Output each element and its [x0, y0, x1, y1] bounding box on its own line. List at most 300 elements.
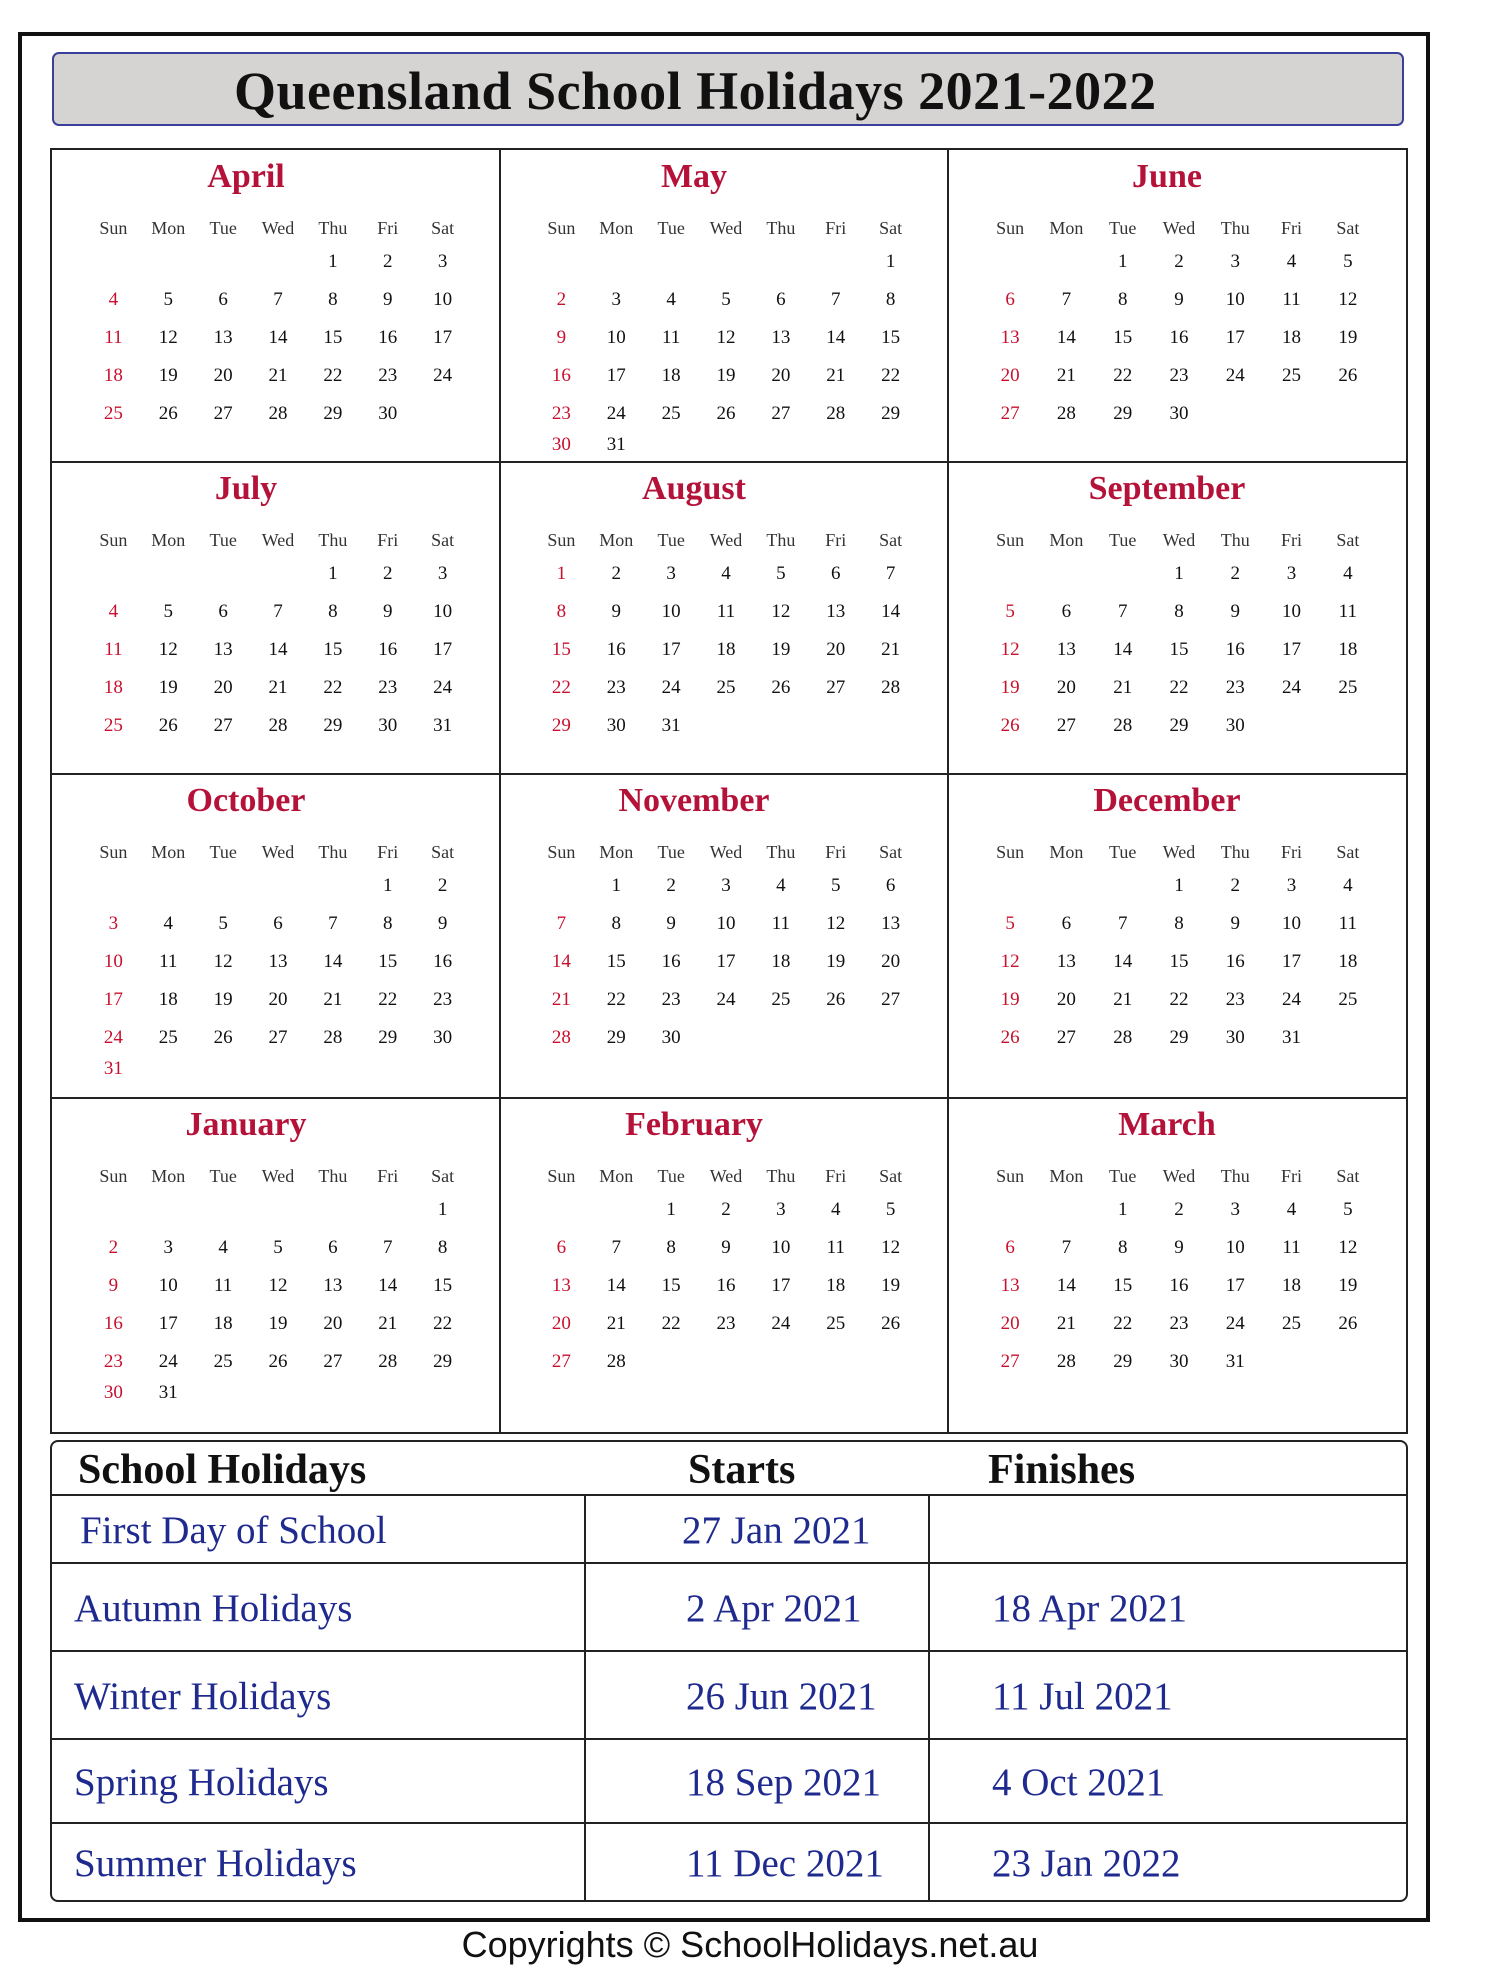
day-cell: 21: [1056, 1313, 1076, 1334]
day-cell: 28: [1113, 1027, 1133, 1048]
day-cell: 13: [213, 639, 233, 660]
day-cell: 13: [551, 1275, 571, 1296]
day-cell: 17: [1282, 951, 1302, 972]
day-cell: 3: [776, 1199, 786, 1220]
day-cell: 18: [716, 639, 736, 660]
day-cell: 28: [826, 403, 846, 424]
weekday-label: Tue: [657, 218, 685, 238]
month-days-grid: [500, 842, 948, 1057]
holiday-row: [52, 1738, 1406, 1824]
day-cell: 20: [771, 365, 791, 386]
day-cell: 4: [776, 875, 786, 896]
day-cell: 30: [606, 715, 626, 736]
day-cell: 18: [661, 365, 681, 386]
weekday-label: Mon: [599, 530, 634, 550]
weekday-label: Sun: [99, 842, 128, 862]
day-cell: 26: [268, 1351, 288, 1372]
day-cell: 9: [666, 913, 676, 934]
day-cell: 19: [213, 989, 233, 1010]
day-cell: 14: [1113, 639, 1133, 660]
weekday-label: Tue: [1109, 530, 1137, 550]
grid-divider: [52, 1097, 1406, 1099]
day-cell: 25: [1282, 1313, 1302, 1334]
day-cell: 16: [103, 1313, 123, 1334]
day-cell: 30: [661, 1027, 681, 1048]
month-title: September: [1088, 470, 1246, 507]
day-cell: 27: [881, 989, 901, 1010]
day-cell: 28: [1056, 403, 1076, 424]
weekday-header: [52, 218, 500, 239]
week-row: [500, 669, 948, 707]
day-cell: 8: [885, 289, 896, 310]
day-cell: 11: [1338, 913, 1357, 934]
table-divider: [584, 1494, 586, 1900]
weekday-label: Sun: [99, 530, 128, 550]
weekday-label: Sat: [431, 218, 455, 238]
day-cell: 19: [826, 951, 846, 972]
day-cell: 5: [830, 875, 841, 896]
day-cell: 7: [273, 601, 283, 622]
day-cell: 20: [826, 639, 846, 660]
weekday-label: Sat: [1336, 530, 1360, 550]
holiday-name-cell: Winter Holidays: [74, 1674, 332, 1718]
day-cell: 19: [1338, 1275, 1358, 1296]
day-cell: 16: [551, 365, 571, 386]
month-title: January: [185, 1106, 307, 1143]
day-cell: 20: [551, 1313, 571, 1334]
day-cell: 1: [556, 563, 567, 584]
grid-divider: [499, 150, 501, 1432]
day-cell: 27: [213, 715, 233, 736]
month-title: June: [1132, 158, 1202, 195]
weekday-header: [948, 842, 1406, 863]
weekday-label: Mon: [151, 218, 186, 238]
day-cell: 7: [1117, 913, 1128, 934]
day-cell: 2: [1174, 1199, 1184, 1220]
weekday-label: Fri: [1281, 530, 1303, 550]
day-cell: 2: [382, 251, 393, 272]
week-row: [52, 905, 500, 943]
weekday-label: Wed: [1162, 842, 1196, 862]
week-row: [500, 1191, 948, 1229]
month-december: [948, 774, 1406, 1098]
day-cell: 5: [1343, 251, 1353, 272]
day-cell: 1: [611, 875, 622, 896]
day-cell: 28: [606, 1351, 626, 1372]
day-cell: 23: [716, 1313, 736, 1334]
day-cell: 22: [1169, 989, 1189, 1010]
day-cell: 23: [103, 1351, 123, 1372]
day-cell: 29: [606, 1027, 626, 1048]
week-row: [500, 593, 948, 631]
day-cell: 12: [1000, 951, 1020, 972]
weekday-label: Sat: [879, 842, 903, 862]
day-cell: 4: [1286, 251, 1297, 272]
weekday-label: Mon: [151, 530, 186, 550]
day-cell: 2: [721, 1199, 731, 1220]
month-title: October: [186, 782, 306, 819]
week-row: [52, 1229, 500, 1267]
day-cell: 2: [666, 875, 676, 896]
day-cell: 27: [1000, 1351, 1020, 1372]
day-cell: 24: [606, 403, 626, 424]
day-cell: 15: [1169, 639, 1189, 660]
day-cell: 19: [268, 1313, 288, 1334]
day-cell: 8: [666, 1237, 676, 1258]
day-cell: 6: [830, 563, 841, 584]
day-cell: 30: [378, 403, 398, 424]
day-cell: 16: [661, 951, 681, 972]
day-cell: 1: [1117, 1199, 1128, 1220]
day-cell: 1: [1174, 875, 1184, 896]
day-cell: 11: [716, 601, 736, 622]
day-cell: 22: [661, 1313, 681, 1334]
day-cell: 30: [1169, 1351, 1189, 1372]
week-row: [948, 1191, 1406, 1229]
week-row: [52, 1019, 500, 1057]
day-cell: 20: [213, 365, 233, 386]
holiday-starts-cell: 27 Jan 2021: [682, 1508, 871, 1552]
day-cell: 2: [382, 563, 393, 584]
day-cell: 8: [1174, 601, 1184, 622]
day-cell: 12: [213, 951, 233, 972]
day-cell: 14: [378, 1275, 398, 1296]
day-cell: 26: [881, 1313, 901, 1334]
day-cell: 11: [1282, 289, 1301, 310]
day-cell: 8: [611, 913, 622, 934]
day-cell: 11: [214, 1275, 233, 1296]
day-cell: 16: [716, 1275, 736, 1296]
day-cell: 25: [103, 403, 123, 424]
day-cell: 11: [771, 913, 791, 934]
day-cell: 20: [1000, 1313, 1020, 1334]
weekday-label: Fri: [825, 1166, 847, 1186]
day-cell: 2: [1230, 875, 1241, 896]
week-row: [948, 357, 1406, 395]
weekday-label: Wed: [261, 530, 295, 550]
day-cell: 24: [103, 1027, 123, 1048]
day-cell: 5: [885, 1199, 896, 1220]
day-cell: 29: [323, 403, 343, 424]
week-row: [52, 281, 500, 319]
day-cell: 10: [433, 289, 453, 310]
month-title: December: [1093, 782, 1241, 819]
month-february: [500, 1098, 948, 1432]
day-cell: 29: [551, 715, 571, 736]
day-cell: 3: [1286, 563, 1297, 584]
day-cell: 26: [771, 677, 791, 698]
month-days-grid: [948, 1166, 1406, 1381]
day-cell: 4: [163, 913, 174, 934]
day-cell: 27: [1056, 715, 1076, 736]
day-cell: 3: [163, 1237, 174, 1258]
day-cell: 30: [433, 1027, 453, 1048]
day-cell: 4: [218, 1237, 228, 1258]
day-cell: 5: [163, 601, 174, 622]
day-cell: 7: [1061, 1237, 1072, 1258]
weekday-label: Thu: [1220, 842, 1250, 862]
day-cell: 9: [1230, 913, 1241, 934]
month-days-grid: [500, 530, 948, 745]
day-cell: 3: [1230, 1199, 1241, 1220]
day-cell: 1: [1117, 251, 1128, 272]
holiday-row: [52, 1562, 1406, 1652]
day-cell: 23: [551, 403, 571, 424]
day-cell: 25: [1338, 989, 1358, 1010]
day-cell: 20: [1056, 989, 1076, 1010]
day-cell: 22: [881, 365, 901, 386]
day-cell: 27: [268, 1027, 288, 1048]
month-days-grid: [500, 218, 948, 457]
day-cell: 27: [826, 677, 846, 698]
day-cell: 10: [606, 327, 626, 348]
month-november: [500, 774, 948, 1098]
day-cell: 6: [885, 875, 896, 896]
day-cell: 17: [433, 327, 453, 348]
day-cell: 6: [1005, 1237, 1015, 1258]
weekday-label: Wed: [1162, 218, 1196, 238]
day-cell: 6: [776, 289, 786, 310]
month-days-grid: [948, 842, 1406, 1057]
week-row: [52, 357, 500, 395]
weekday-label: Wed: [1162, 530, 1196, 550]
day-cell: 23: [433, 989, 453, 1010]
weekday-label: Tue: [209, 530, 237, 550]
day-cell: 30: [1225, 715, 1245, 736]
header-finishes: Finishes: [988, 1447, 1136, 1493]
weekday-label: Tue: [1109, 218, 1137, 238]
weekday-header: [500, 530, 948, 551]
weekday-label: Sat: [431, 842, 455, 862]
day-cell: 9: [556, 327, 567, 348]
day-cell: 18: [103, 365, 123, 386]
week-row: [948, 867, 1406, 905]
day-cell: 24: [1282, 989, 1302, 1010]
day-cell: 24: [1225, 365, 1245, 386]
day-cell: 1: [382, 875, 393, 896]
weekday-label: Tue: [1109, 1166, 1137, 1186]
weekday-label: Wed: [709, 842, 743, 862]
weekday-header: [52, 842, 500, 863]
day-cell: 27: [771, 403, 791, 424]
day-cell: 1: [437, 1199, 448, 1220]
day-cell: 6: [1005, 289, 1015, 310]
month-days-grid: [52, 1166, 500, 1405]
day-cell: 22: [378, 989, 398, 1010]
day-cell: 17: [103, 989, 123, 1010]
day-cell: 10: [1282, 913, 1302, 934]
week-row: [52, 1305, 500, 1343]
day-cell: 9: [382, 289, 393, 310]
day-cell: 26: [158, 403, 178, 424]
day-cell: 7: [885, 563, 896, 584]
weekday-label: Sun: [547, 530, 576, 550]
day-cell: 27: [551, 1351, 571, 1372]
month-june: [948, 150, 1406, 462]
week-row: [52, 631, 500, 669]
day-cell: 16: [1225, 951, 1245, 972]
week-row: [52, 943, 500, 981]
weekday-label: Fri: [1281, 218, 1303, 238]
weekday-label: Sat: [1336, 218, 1360, 238]
day-cell: 22: [551, 677, 571, 698]
day-cell: 22: [1169, 677, 1189, 698]
weekday-label: Thu: [766, 842, 796, 862]
day-cell: 24: [433, 677, 453, 698]
weekday-label: Tue: [209, 218, 237, 238]
day-cell: 23: [1169, 1313, 1189, 1334]
day-cell: 30: [1225, 1027, 1245, 1048]
week-row: [500, 357, 948, 395]
weekday-label: Sat: [1336, 1166, 1360, 1186]
day-cell: 8: [382, 913, 393, 934]
day-cell: 25: [826, 1313, 846, 1334]
month-september: [948, 462, 1406, 774]
day-cell: 7: [556, 913, 567, 934]
holiday-finishes-cell: 11 Jul 2021: [992, 1674, 1173, 1718]
day-cell: 14: [268, 327, 288, 348]
day-cell: 6: [328, 1237, 338, 1258]
day-cell: 3: [437, 251, 448, 272]
weekday-label: Sun: [547, 842, 576, 862]
day-cell: 30: [551, 434, 571, 455]
day-cell: 9: [382, 601, 393, 622]
week-row: [500, 281, 948, 319]
day-cell: 24: [1282, 677, 1302, 698]
day-cell: 10: [1225, 1237, 1245, 1258]
day-cell: 10: [1225, 289, 1245, 310]
day-cell: 29: [433, 1351, 453, 1372]
month-title: August: [642, 470, 746, 507]
weekday-label: Wed: [261, 842, 295, 862]
week-row: [948, 1343, 1406, 1381]
day-cell: 30: [378, 715, 398, 736]
day-cell: 13: [213, 327, 233, 348]
day-cell: 14: [606, 1275, 626, 1296]
day-cell: 9: [108, 1275, 119, 1296]
day-cell: 12: [158, 639, 178, 660]
week-row: [52, 555, 500, 593]
day-cell: 12: [1000, 639, 1020, 660]
day-cell: 9: [437, 913, 448, 934]
week-row: [52, 1057, 500, 1081]
day-cell: 21: [551, 989, 571, 1010]
day-cell: 20: [1056, 677, 1076, 698]
day-cell: 22: [433, 1313, 453, 1334]
day-cell: 19: [158, 365, 178, 386]
day-cell: 5: [721, 289, 731, 310]
day-cell: 3: [437, 563, 448, 584]
week-row: [500, 867, 948, 905]
day-cell: 21: [606, 1313, 626, 1334]
week-row: [948, 593, 1406, 631]
week-row: [948, 707, 1406, 745]
day-cell: 24: [771, 1313, 791, 1334]
holiday-finishes-cell: 18 Apr 2021: [992, 1586, 1187, 1630]
weekday-label: Wed: [709, 530, 743, 550]
weekday-label: Mon: [1049, 218, 1084, 238]
day-cell: 23: [378, 365, 398, 386]
day-cell: 15: [661, 1275, 681, 1296]
day-cell: 23: [1169, 365, 1189, 386]
day-cell: 10: [661, 601, 681, 622]
day-cell: 3: [721, 875, 731, 896]
holiday-finishes-cell: 23 Jan 2022: [992, 1841, 1181, 1885]
day-cell: 19: [158, 677, 178, 698]
weekday-label: Thu: [1220, 1166, 1250, 1186]
week-row: [948, 981, 1406, 1019]
weekday-header: [52, 530, 500, 551]
day-cell: 17: [1225, 327, 1245, 348]
day-cell: 22: [1113, 365, 1133, 386]
month-days-grid: [948, 218, 1406, 433]
grid-divider: [52, 773, 1406, 775]
day-cell: 16: [378, 327, 398, 348]
day-cell: 7: [328, 913, 338, 934]
day-cell: 16: [1169, 1275, 1189, 1296]
day-cell: 17: [1225, 1275, 1245, 1296]
day-cell: 24: [1225, 1313, 1245, 1334]
weekday-label: Mon: [1049, 530, 1084, 550]
day-cell: 26: [716, 403, 736, 424]
day-cell: 10: [433, 601, 453, 622]
holiday-name-cell: Autumn Holidays: [74, 1586, 353, 1630]
day-cell: 14: [268, 639, 288, 660]
day-cell: 18: [103, 677, 123, 698]
weekday-header: [500, 1166, 948, 1187]
day-cell: 29: [1113, 403, 1133, 424]
day-cell: 15: [323, 639, 343, 660]
day-cell: 29: [1169, 1027, 1189, 1048]
weekday-header: [948, 218, 1406, 239]
day-cell: 20: [268, 989, 288, 1010]
weekday-label: Mon: [599, 1166, 634, 1186]
day-cell: 15: [551, 639, 571, 660]
day-cell: 23: [661, 989, 681, 1010]
week-row: [52, 395, 500, 433]
day-cell: 18: [1338, 639, 1358, 660]
weekday-label: Sun: [996, 218, 1025, 238]
weekday-label: Sun: [996, 1166, 1025, 1186]
day-cell: 20: [881, 951, 901, 972]
day-cell: 8: [328, 289, 338, 310]
holiday-table: [50, 1440, 1408, 1902]
weekday-label: Fri: [1281, 842, 1303, 862]
weekday-label: Sat: [879, 1166, 903, 1186]
day-cell: 17: [661, 639, 681, 660]
day-cell: 10: [716, 913, 736, 934]
day-cell: 15: [881, 327, 901, 348]
day-cell: 1: [1174, 563, 1184, 584]
weekday-label: Wed: [709, 1166, 743, 1186]
day-cell: 17: [433, 639, 453, 660]
day-cell: 9: [1230, 601, 1241, 622]
month-days-grid: [52, 842, 500, 1081]
week-row: [500, 1229, 948, 1267]
day-cell: 15: [1113, 1275, 1133, 1296]
day-cell: 19: [1000, 677, 1020, 698]
day-cell: 21: [1113, 989, 1133, 1010]
weekday-label: Mon: [599, 842, 634, 862]
day-cell: 28: [1056, 1351, 1076, 1372]
weekday-label: Wed: [709, 218, 743, 238]
weekday-label: Sun: [996, 842, 1025, 862]
week-row: [500, 1305, 948, 1343]
day-cell: 18: [1282, 1275, 1302, 1296]
day-cell: 1: [885, 251, 896, 272]
week-row: [52, 319, 500, 357]
day-cell: 4: [1286, 1199, 1297, 1220]
